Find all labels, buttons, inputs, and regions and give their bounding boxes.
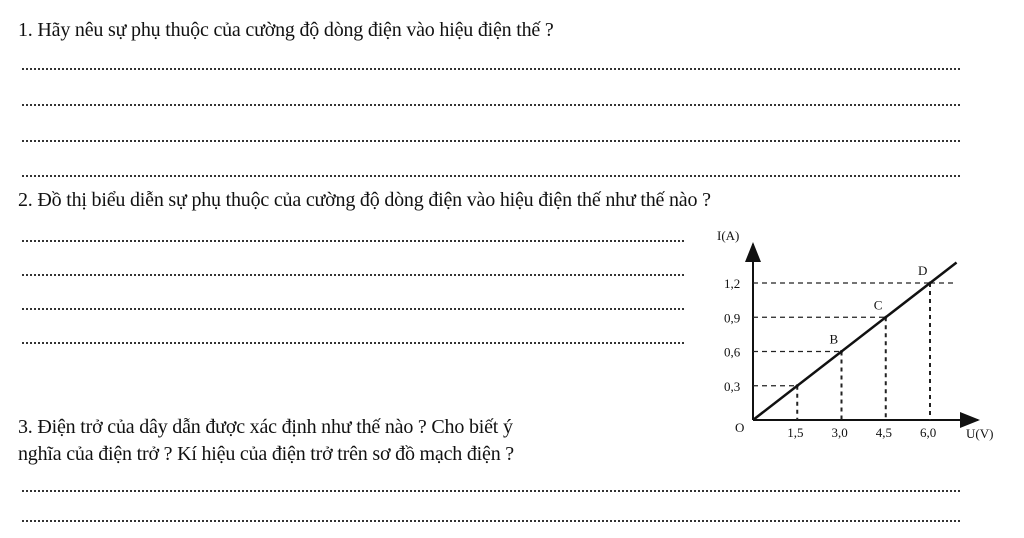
question-2: 2. Đồ thị biểu diễn sự phụ thuộc của cường độ dòng điện vào hiệu điện thế như thế nào ?	[18, 189, 711, 211]
y-tick-label: 1,2	[724, 276, 741, 291]
origin-label: O	[735, 420, 745, 435]
x-axis-label: U(V)	[966, 426, 994, 441]
x-tick-label: 1,5	[787, 425, 804, 440]
point-label-c: C	[873, 297, 883, 313]
y-tick-label: 0,3	[724, 378, 741, 394]
question-3-line-2: nghĩa của điện trở ? Kí hiệu của điện trở trên sơ đồ mạch điện ?	[18, 443, 514, 465]
point-label-b: B	[829, 331, 839, 347]
x-tick-label: 3,0	[831, 425, 848, 440]
x-tick-label: 6,0	[920, 425, 937, 440]
point-label-d: D	[918, 263, 928, 278]
series-line	[753, 262, 957, 420]
x-tick-label: 4,5	[875, 425, 892, 440]
question-1: 1. Hãy nêu sự phụ thuộc của cường độ dòng điện vào hiệu điện thế ?	[18, 19, 554, 41]
y-tick-label: 0,6	[724, 344, 741, 360]
y-tick-label: 0,9	[724, 310, 741, 326]
question-3-line-1: 3. Điện trở của dây dẫn được xác định như thế nào ? Cho biết ý	[18, 416, 513, 438]
y-axis-label: I(A)	[717, 228, 740, 243]
